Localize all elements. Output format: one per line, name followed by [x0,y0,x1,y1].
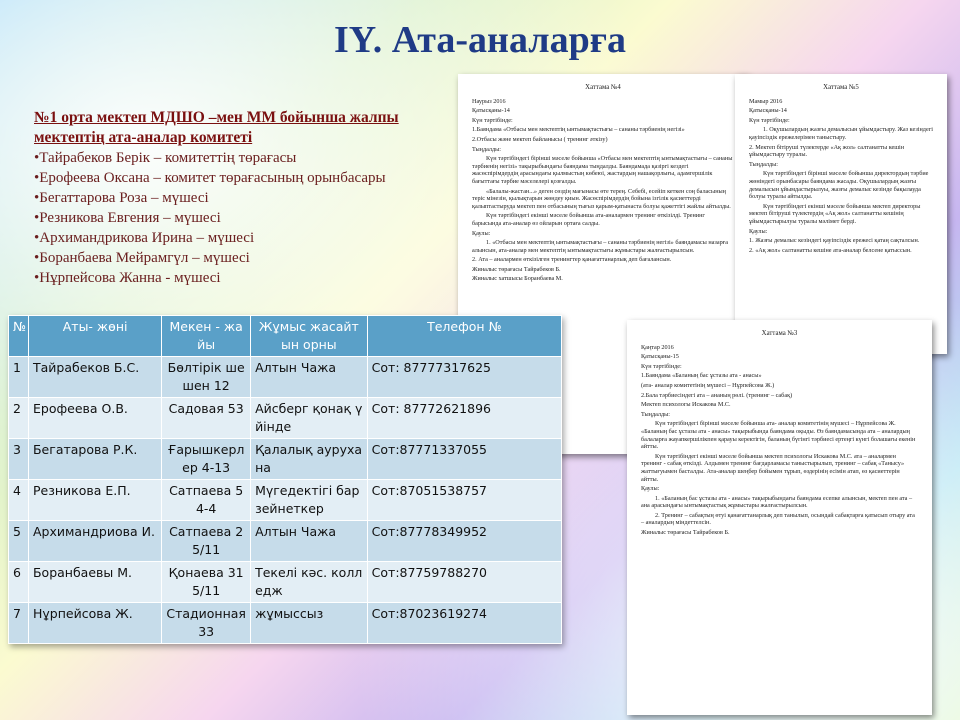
protocol-line: (ата- аналар комитетінің мүшесі – Нұрпейсова Ж.) [641,381,775,389]
protocol-line: Жиналыс төрағасы Тайрабеков Б. [641,529,730,537]
cell-address: Сатпаева 25/11 [162,521,251,562]
protocol-line: 1. «Баланың бас ұстазы ата - анасы» тақырыбындағы баяндама есепке алынсын, мектеп пен ата – ана арасындағы ынтымақтастық жұмыстары жалғастырылсын. [641,494,913,510]
cell-number: 1 [9,357,29,398]
committee-member: •Нұрпейсова Жанна - мүшесі [34,270,221,286]
cell-phone: Сот:87771337055 [367,439,561,480]
cell-address: Ғарышкерлер 4-13 [162,439,251,480]
cell-phone: Сот:87778349952 [367,521,561,562]
protocol-line: Қаулы: [641,485,660,493]
cell-number: 4 [9,480,29,521]
committee-member: •Тайрабеков Берік – комитеттің төрағасы [34,150,297,166]
table-row [9,603,562,644]
protocol-line: Қатысқаны-14 [472,107,510,115]
protocol-line: Жиналыс төрағасы Тайрабеков Б. [472,265,561,273]
table-row [9,439,562,480]
cell-name: Нұрпейсова Ж. [28,603,161,644]
cell-workplace: жұмыссыз [251,603,368,644]
committee-members-table [8,315,562,644]
protocol-line: Тыңдалды: [641,410,671,418]
cell-phone: Сот: 87772621896 [367,398,561,439]
protocol-line: Күн тәртібінде: [749,116,790,124]
protocol-line: Мектеп психологы Искакова М.С. [641,401,731,409]
committee-member: •Бегаттарова Роза – мүшесі [34,190,209,206]
protocol-line: Наурыз 2016 [472,97,506,105]
protocol-3-document [627,320,932,715]
protocol-line: Күн тәртібіндегі бірінші мәселе бойынша ата- аналар комитетінің мүшесі – Нұрпейсова Ж. «Баланың бас ұстазы ата - анасы» тақырыбында баяндама оқыды. Өз баяндамасында ата – аналардың балаларға жауапкершілікпен қарауы керектігін, баланың бүгінгі тәрбиесі ертеңгі күнгі болашағы екенін айтты. [641,420,916,451]
protocol-title: Хаттама №3 [761,330,798,337]
cell-address: Садовая 53 [162,398,251,439]
protocol-line: 2. Ата – аналармен өткізілген тренингтер қанағаттанарлық деп бағалансын. [472,256,672,264]
cell-name: Ерофеева О.В. [28,398,161,439]
cell-phone: Сот: 87777317625 [367,357,561,398]
protocol-line: 2.Бала тәрбиесіндегі ата – ананың рөлі. (тренинг – сабақ) [641,391,793,399]
table-body [9,357,562,644]
protocol-line: 1. Жазғы демалыс кезіндегі қауіпсіздік ережесі қатаң сақталсын. [749,237,920,245]
cell-name: Бегатарова Р.К. [28,439,161,480]
protocol-line: Қатысқаны-14 [749,107,787,115]
cell-workplace: Мүгедектігі бар зейнеткер [251,480,368,521]
protocol-line: 2. «Ақ жол» салтанатты кешіне ата-аналар белсене қатыссын. [749,246,912,254]
cell-number: 7 [9,603,29,644]
column-header-address: Мекен - жайы [162,316,251,357]
protocol-5-document [735,74,947,354]
committee-member: •Ерофеева Оксана – комитет төрағасының орынбасары [34,170,386,186]
cell-phone: Сот:87759788270 [367,562,561,603]
slide-title: IY. Ата-аналарға [333,19,626,61]
column-header-workplace: Жұмыс жасайтын орны [251,316,368,357]
protocol-line: 2. Тренинг – сабақтың өтуі қанағаттанарлық деп танылып, осындай сабақтарға қатысып отыру ата – аналардың міндеттелсін. [641,511,915,527]
table-row [9,398,562,439]
protocol-line: Тыңдалды: [472,145,502,153]
cell-address: Стадионная 33 [162,603,251,644]
protocol-line: Мамыр 2016 [749,97,783,105]
cell-address: Қонаева 315/11 [162,562,251,603]
protocol-line: Күн тәртібіндегі бірінші мәселе бойынша директордың тәрбие жөніндегі орынбасары баяндама жасады. Оқушылардың жазғы демалысын ұйымдастырылуы, жазғы демалыс кезінде бақылауда болуы туралы айтылды. [749,170,929,201]
protocol-line: Қаулы: [749,227,768,235]
protocol-line: 1.Баяндама «Баланың бас ұстазы ата - анасы» [641,372,762,380]
protocol-line: Күн тәртібінде: [641,362,682,370]
cell-number: 6 [9,562,29,603]
protocol-line: 1.Баяндама «Отбасы мен мектептің ынтымақтастығы – сананы тәрбиенің негізі» [472,126,685,134]
cell-number: 2 [9,398,29,439]
protocol-line: Қаулы: [472,229,491,237]
cell-workplace: Текелі кәс. колледж [251,562,368,603]
table-row [9,480,562,521]
protocol-line: Қаңтар 2016 [641,343,674,351]
protocol-line: Жиналыс хатшысы Боранбаева М. [472,275,563,283]
protocol-line: 1. «Отбасы мен мектептің ынтымақтастығы – сананы тәрбиенің негізі» баяндамасы назарға алынсын, ата-аналар мен мектептің ынтымақтастығы жұмыстары жалғастырылсын. [472,239,728,254]
column-header-number: № [9,316,29,357]
table-row [9,357,562,398]
table-row [9,562,562,603]
protocol-line: Күн тәртібіндегі екінші мәселе бойынша мектеп директоры мектеп бітіруші түлектердің «Ақ жол» салтанатты кешінің ұйымдастырылуы туралы мәлімет берді. [749,202,921,225]
cell-number: 3 [9,439,29,480]
cell-name: Архимандриова И. [28,521,161,562]
table-row [9,521,562,562]
protocol-line: 1. Оқушылардың жазғы демалысын ұйымдастыру. Жаз кезіндегі қауіпсіздік ережелерімен таныстыру. [749,126,933,141]
cell-number: 5 [9,521,29,562]
protocol-line: Күн тәртібіндегі екінші мәселе бойынша мектеп психологы Искакова М.С. ата – аналармен тренинг - сабақ өткізді. Алдымен тренинг бағдарламасы таныстырылып, тренинг – сабақ «Танысу» жаттығуымен басталды. Ата-аналар шеңбер бойымен тұрып, өздерінің есімін атап, өз қасиеттерін айтты. [641,452,905,483]
protocol-line: Күн тәртібіндегі екінші мәселе бойынша ата-аналармен тренинг өткізілді. Тренинг барысында ата-аналар өз ойларын ортаға салды. [472,212,705,227]
cell-name: Резникова Е.П. [28,480,161,521]
committee-member: •Боранбаева Мейрамгүл – мүшесі [34,250,250,266]
protocol-line: Күн тәртібіндегі бірінші мәселе бойынша «Отбасы мен мектептің ынтымақтастығы – сананы тәрбиенің негізі» тақырыбындағы баяндама тыңдалды. Баяндамада қазіргі кездегі жасөспірімдердің арасындағы қылмыстың көбеюі, жастардың нашақорлығы, адамгершілік бағыттағы тәрбие мәселелері қозғалды. [472,155,733,185]
cell-workplace: Айсберг қонақ үйінде [251,398,368,439]
cell-address: Бөлтірік шешен 12 [162,357,251,398]
column-header-phone: Телефон № [367,316,561,357]
cell-workplace: Қалалық аурухана [251,439,368,480]
cell-workplace: Алтын Чажа [251,357,368,398]
cell-address: Сатпаева 54-4 [162,480,251,521]
protocol-line: 2. Мектеп бітіруші түлектерде «Ақ жол» салтанатты кешін ұйымдастыру туралы. [749,143,905,159]
cell-phone: Сот:87023619274 [367,603,561,644]
committee-member: •Архимандрикова Ирина – мүшесі [34,230,255,246]
protocol-title: Хаттама №4 [585,84,621,91]
protocol-title: Хаттама №5 [823,84,859,91]
table-header-row [9,316,562,357]
cell-workplace: Алтын Чажа [251,521,368,562]
column-header-name: Аты- жөні [28,316,161,357]
committee-member: •Резникова Евгения – мүшесі [34,210,221,226]
protocol-line: Тыңдалды: [749,160,779,168]
committee-heading: №1 орта мектеп МДШО –мен ММ бойынша жалпы мектептің ата-аналар комитеті [34,109,399,146]
committee-list [34,108,434,288]
cell-phone: Сот:87051538757 [367,480,561,521]
cell-name: Тайрабеков Б.С. [28,357,161,398]
protocol-line: «Балалы-жастан...» деген сөздің мағынасы өте терең. Себебі, есейіп кеткен соң баласының теріс мінезін, қылықтарын жөндеу қиын. Жасөспірімдердің бойына ізгілік қасиеттерді қалыптастыруда мектеп пен отбасының тығыз қарым-қатынаста болуы қажеттігі жайлы айтылды. [472,187,731,210]
protocol-line: Қатысқаны-15 [641,353,679,361]
protocol-line: Күн тәртібінде: [472,116,513,124]
cell-name: Боранбаевы М. [28,562,161,603]
protocol-line: 2.Отбасы және мектеп байланысы ( тренинг әткізу) [472,135,608,143]
